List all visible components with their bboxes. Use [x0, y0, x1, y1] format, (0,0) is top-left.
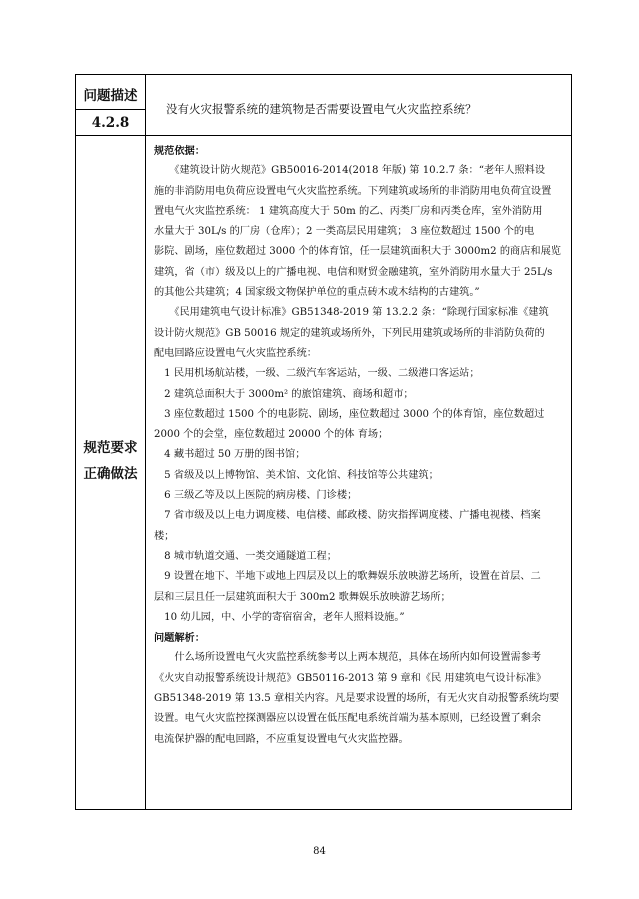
- content-heading: 规范依据：: [154, 145, 205, 157]
- question-text: 没有火灾报警系统的建筑物是否需要设置电气火灾监控系统？: [166, 102, 477, 116]
- content-body: [154, 141, 564, 750]
- content-line: 的其他公共建筑；4 国家级文物保护单位的重点砖木或木结构的古建筑。”: [154, 287, 480, 299]
- content-line: 1 民用机场航站楼，一级、二级汽车客运站，一级、二级港口客运站；: [154, 368, 480, 380]
- content-line: 5 省级及以上博物馆、美术馆、文化馆、科技馆等公共建筑；: [154, 469, 439, 481]
- row-divider: [76, 135, 571, 136]
- content-line: 《民用建筑电气设计标准》GB51348-2019 第 13.2.2 条：“除现行国家标准《建筑: [154, 307, 549, 319]
- label-divider: [76, 109, 145, 110]
- content-line: 《火灾自动报警系统设计规范》GB50116-2013 第 9 章和《民 用建筑电气设计标准》: [154, 672, 547, 684]
- content-line: 建筑，省（市）级及以上的广播电视、电信和财贸金融建筑，室外消防用水量大于 25L/s: [154, 266, 553, 278]
- column-divider: [145, 75, 146, 809]
- content-line: 4 藏书超过 50 万册的图书馆；: [154, 449, 306, 461]
- content-line: 9 设置在地下、半地下或地上四层及以上的歌舞娱乐放映游艺场所，设置在首层、二: [154, 571, 541, 583]
- page-number: 84: [313, 846, 326, 857]
- section-label-line2: 正确做法: [83, 466, 138, 482]
- content-line: GB51348-2019 第 13.5 章相关内容。凡是要求设置的场所，有无火灾自动报警系统均要: [154, 693, 560, 705]
- content-line: 施的非消防用电负荷应设置电气火灾监控系统。下列建筑或场所的非消防用电负荷宜设置: [154, 185, 552, 197]
- content-line: 电流保护器的配电回路，不应重复设置电气火灾监控器。: [154, 733, 409, 745]
- content-line: 层和三层且任一层建筑面积大于 300m2 歌舞娱乐放映游艺场所；: [154, 591, 451, 603]
- content-line: 《建筑设计防火规范》GB50016-2014(2018 年版) 第 10.2.7 条：“老年人照料设: [154, 165, 546, 177]
- header-label: 问题描述: [83, 88, 138, 104]
- content-line: 2000 个的会堂，座位数超过 20000 个的体 育场；: [154, 429, 389, 441]
- content-line: 3 座位数超过 1500 个的电影院、剧场，座位数超过 3000 个的体育馆，座位数超过: [154, 408, 545, 420]
- content-line: 7 省市级及以上电力调度楼、电信楼、邮政楼、防灾指挥调度楼、广播电视楼、档案: [154, 510, 541, 522]
- content-line: 8 城市轨道交通、一类交通隧道工程；: [154, 550, 337, 562]
- content-line: 影院、剧场，座位数超过 3000 个的体育馆，任一层建筑面积大于 3000m2 的商店和展览: [154, 246, 561, 258]
- content-line: 楼；: [154, 530, 175, 542]
- content-line: 设置。电气火灾监控探测器应以设置在低压配电系统首端为基本原则，已经设置了剩余: [154, 713, 542, 725]
- section-label-line1: 规范要求: [83, 440, 138, 456]
- content-line: 2 建筑总面积大于 3000m² 的旅馆建筑、商场和超市；: [154, 388, 414, 400]
- item-number: 4.2.8: [91, 115, 130, 131]
- content-line: 6 三级乙等及以上医院的病房楼、门诊楼；: [154, 490, 358, 502]
- content-line: 设计防火规范》GB 50016 规定的建筑或场所外，下列民用建筑或场所的非消防负荷的: [154, 327, 545, 339]
- content-line: 10 幼儿园，中、小学的寄宿宿舍，老年人照料设施。”: [154, 611, 405, 623]
- content-heading: 问题解析：: [154, 632, 205, 645]
- content-line: 水量大于 30L/s 的厂房（仓库）；2 一类高层民用建筑； 3 座位数超过 1500 个的电: [154, 226, 535, 238]
- content-line: 什么场所设置电气火灾监控系统参考以上两本规范，具体在场所内如何设置需参考: [154, 652, 542, 664]
- content-line: 置电气火灾监控系统： 1 建筑高度大于 50m 的乙、丙类厂房和丙类仓库，室外消防用: [154, 205, 543, 217]
- content-line: 配电回路应设置电气火灾监控系统：: [154, 347, 317, 359]
- problem-table: [75, 74, 572, 810]
